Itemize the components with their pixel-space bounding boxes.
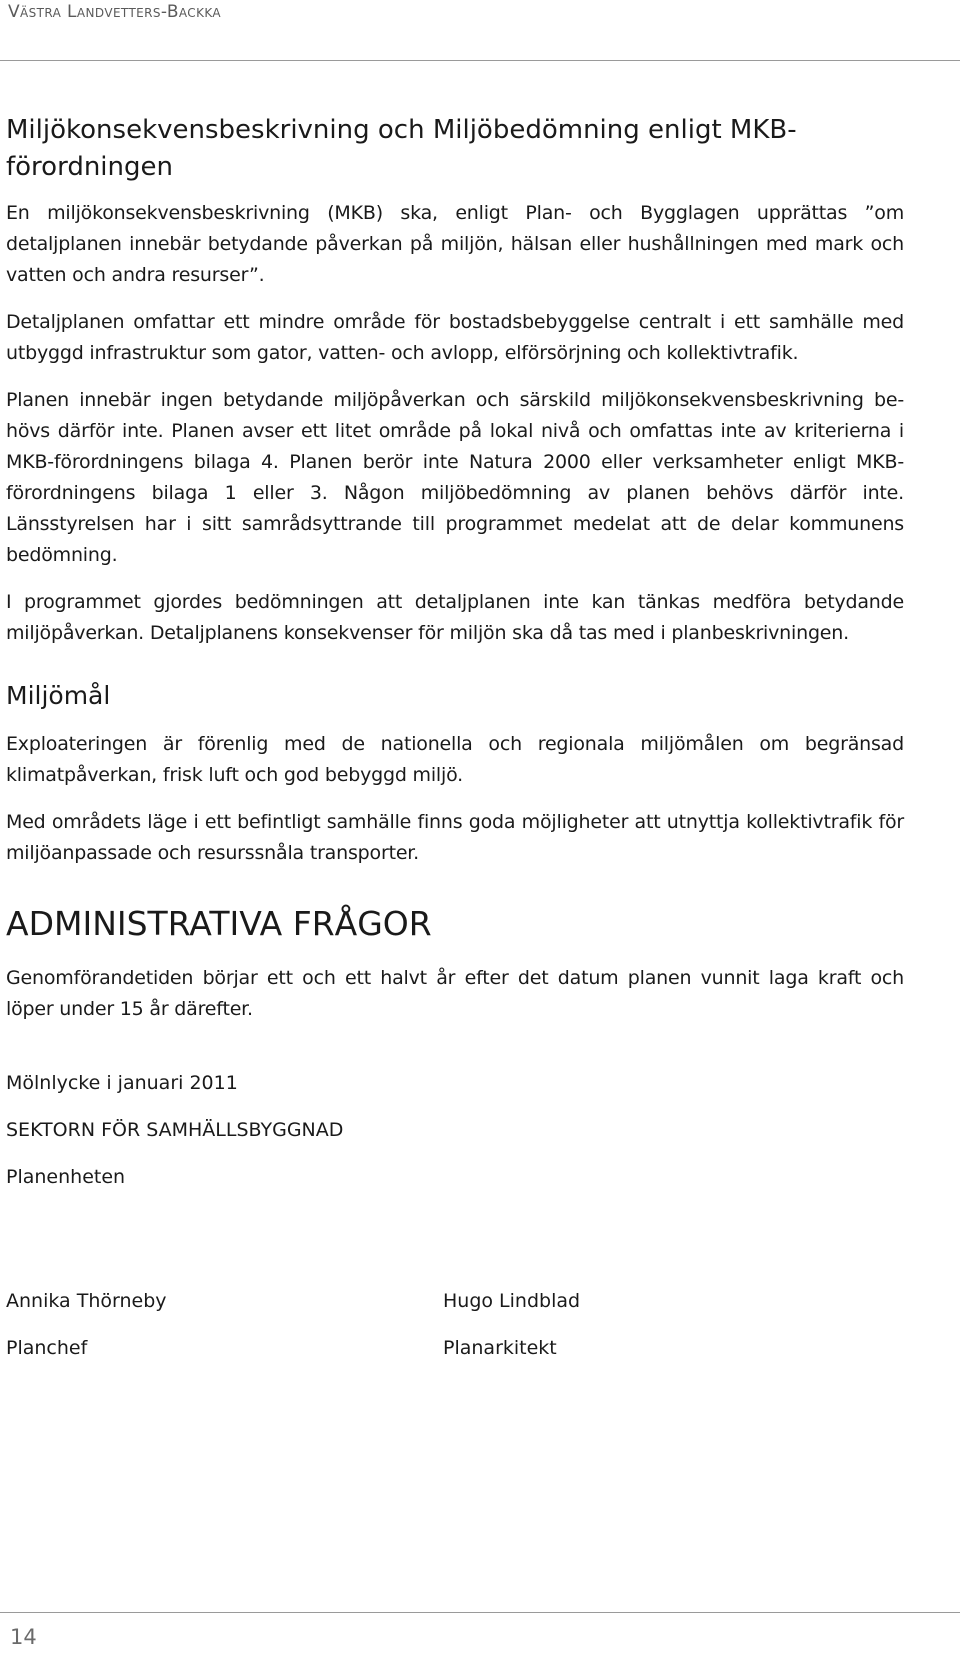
signer-right bbox=[443, 1286, 580, 1380]
paragraph: Med områdets läge i ett befintligt samhälle finns goda möjligheter att utnyttja kollektivtrafik för miljöanpassade och resurssnåla transporter. bbox=[6, 811, 904, 864]
signer-name: Hugo Lindblad bbox=[443, 1290, 581, 1312]
section-heading-miljomal: Miljömål bbox=[6, 681, 111, 710]
page-number: 14 bbox=[10, 1625, 37, 1649]
footer-rule bbox=[0, 1612, 960, 1613]
department: SEKTORN FÖR SAMHÄLLSBYGGNAD bbox=[6, 1119, 344, 1141]
paragraph: Detaljplanen omfattar ett mindre område för bostadsbebyggelse centralt i ett samhälle med utbyggd infrastruktur som gator, vatten- och avlopp, elförsörjning och kollektivtrafik. bbox=[6, 311, 904, 364]
section-mkb bbox=[6, 112, 904, 649]
running-header: Västra Landvetters-Backka bbox=[8, 2, 222, 22]
signer-role: Planchef bbox=[6, 1337, 88, 1359]
signer-name: Annika Thörneby bbox=[6, 1290, 167, 1312]
section-miljomal bbox=[6, 679, 904, 869]
paragraph: En miljökonsekvensbeskrivning (MKB) ska, enligt Plan- och Bygglagen upprättas ”om detaljplanen innebär betydande påverkan på miljön, hälsan eller hushållningen med mark och vatten och andra resurser”. bbox=[6, 202, 904, 286]
header-rule bbox=[0, 60, 960, 61]
paragraph: Exploateringen är förenlig med de nationella och regionala miljömålen om begränsad klimatpåverkan, frisk luft och god bebyggd miljö. bbox=[6, 733, 904, 786]
page-body bbox=[6, 112, 904, 1041]
signer-left bbox=[6, 1286, 167, 1380]
unit: Planenheten bbox=[6, 1166, 126, 1188]
signer-role: Planarkitekt bbox=[443, 1337, 557, 1359]
section-administrativa-fragor bbox=[6, 903, 904, 1025]
section-heading-mkb: Miljökonsekvensbeskrivning och Miljöbedömning enligt MKB-förordningen bbox=[6, 115, 797, 182]
place-date: Mölnlycke i januari 2011 bbox=[6, 1072, 238, 1094]
paragraph: Planen innebär ingen betydande miljöpåverkan och särskild miljökonsekvensbeskrivning be-hövs därför inte. Planen avser ett litet område på lokal nivå och omfattas inte av kriterierna i MKB-förordningens bilaga 4. Planen berör inte Natura 2000 eller verksamheter enligt MKB-förordningens bilaga 1 eller 3. Någon miljöbedömning av planen behövs därför inte. Länsstyrelsen har i sitt samrådsyttrande till programmet medelat att de delar kommunens bedömning. bbox=[6, 389, 904, 566]
paragraph: Genomförandetiden börjar ett och ett halvt år efter det datum planen vunnit laga kraft och löper under 15 år därefter. bbox=[6, 967, 904, 1020]
section-heading-administrativa: ADMINISTRATIVA FRÅGOR bbox=[6, 904, 432, 943]
paragraph: I programmet gjordes bedömningen att detaljplanen inte kan tänkas medföra betydande miljöpåverkan. Detaljplanens konsekvenser för miljön ska då tas med i planbeskrivningen. bbox=[6, 591, 904, 644]
signoff-block bbox=[6, 1068, 343, 1209]
